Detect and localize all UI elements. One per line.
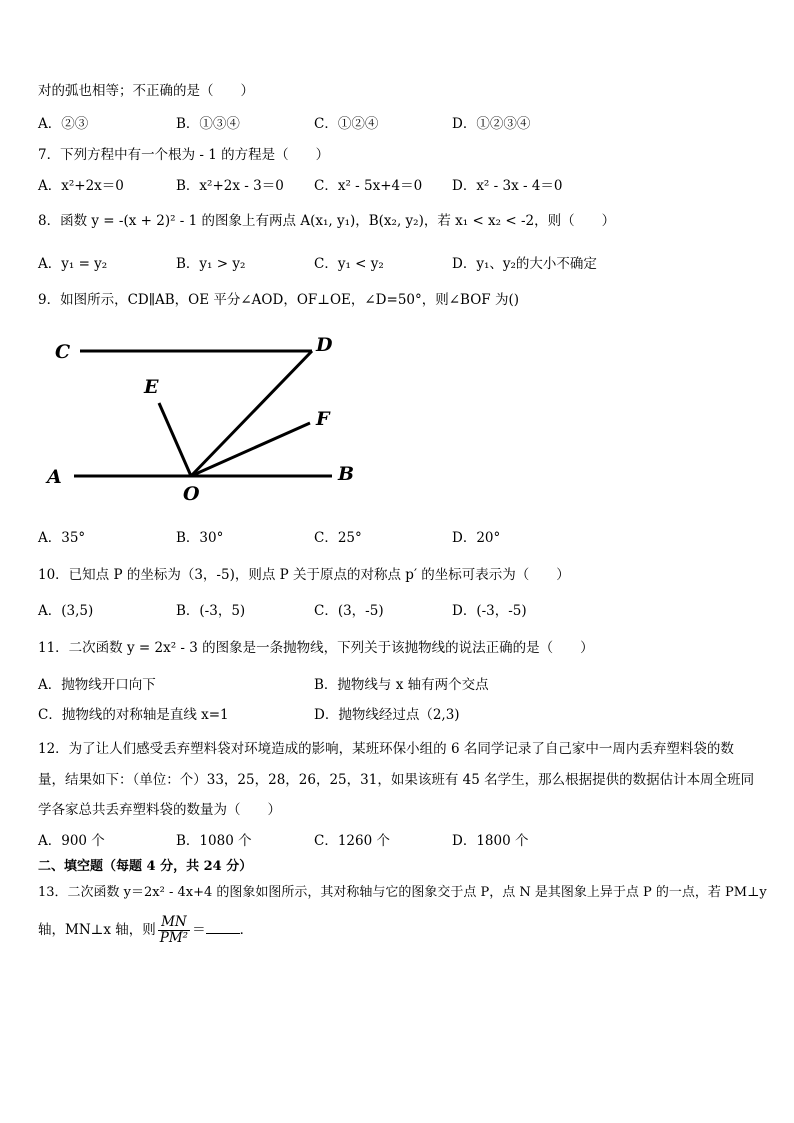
fraction [158, 915, 190, 946]
q8-option-b: B．y₁ > y₂ [176, 256, 246, 272]
question-12-line-2: 量，结果如下：（单位：个）33，25，28，26，25，31，如果该班有 45 名学生，那么根据提供的数据估计本周全班同 [38, 772, 755, 788]
fraction-numerator: MN [158, 915, 190, 931]
label-e: E [144, 376, 159, 398]
label-b: B [338, 463, 355, 485]
option-d: D．①②③④ [452, 116, 531, 132]
question-continuation: 对的弧也相等；不正确的是（ ） [38, 83, 254, 99]
line-od [191, 351, 312, 476]
question-9: 9．如图所示，CD∥AB，OE 平分∠AOD，OF⊥OE，∠D=50°，则∠BOF 为() [38, 292, 519, 308]
q12-option-b: B．1080 个 [176, 833, 252, 849]
q11-option-b: B．抛物线与 x 轴有两个交点 [314, 677, 489, 693]
question-7: 7．下列方程中有一个根为 - 1 的方程是（ ） [38, 147, 330, 163]
label-a: A [47, 466, 62, 488]
question-12-line-3: 学各家总共丢弃塑料袋的数量为（ ） [38, 802, 281, 818]
q7-option-a: A．x²+2x＝0 [38, 178, 124, 194]
q13-end: ． [239, 922, 254, 938]
q13-text-pre: 轴，MN⊥x 轴，则 [38, 922, 156, 938]
label-f: F [316, 408, 330, 430]
label-o: O [183, 483, 200, 505]
q12-option-d: D．1800 个 [452, 833, 529, 849]
q10-option-d: D．(-3，-5) [452, 603, 527, 619]
q8-option-c: C．y₁ < y₂ [314, 256, 384, 272]
option-b: B．①③④ [176, 116, 240, 132]
label-c: C [55, 341, 71, 363]
q8-option-a: A．y₁ = y₂ [38, 256, 108, 272]
q9-option-b: B．30° [176, 530, 224, 546]
option-c: C．①②④ [314, 116, 379, 132]
question-13-line-1: 13．二次函数 y＝2x² - 4x+4 的图象如图所示，其对称轴与它的图象交于点 P，点 N 是其图象上异于点 P 的一点，若 PM⊥y [38, 885, 767, 900]
q10-option-c: C．(3，-5) [314, 603, 384, 619]
q11-option-c: C．抛物线的对称轴是直线 x=1 [38, 707, 229, 723]
question-13-line-2 [38, 911, 253, 949]
question-12-line-1: 12．为了让人们感受丢弃塑料袋对环境造成的影响，某班环保小组的 6 名同学记录了自己家中一周内丢弃塑料袋的数 [38, 741, 734, 757]
q7-option-d: D．x² - 3x - 4＝0 [452, 178, 563, 194]
q9-option-a: A．35° [38, 530, 86, 546]
q10-option-b: B．(-3，5) [176, 603, 246, 619]
line-of [191, 423, 310, 476]
question-11: 11．二次函数 y = 2x² - 3 的图象是一条抛物线，下列关于该抛物线的说法正确的是（ ） [38, 640, 594, 656]
q9-option-c: C．25° [314, 530, 362, 546]
q7-option-c: C．x² - 5x+4＝0 [314, 178, 423, 194]
answer-blank [206, 921, 240, 934]
q13-equals: ＝ [192, 922, 206, 938]
question-8: 8．函数 y = -(x + 2)² - 1 的图象上有两点 A(x₁, y₁)，B(x₂, y₂)，若 x₁ < x₂ < -2，则（ ） [38, 213, 616, 229]
line-oe [159, 403, 191, 476]
q9-option-d: D．20° [452, 530, 501, 546]
question-10: 10．已知点 P 的坐标为（3，-5)，则点 P 关于原点的对称点 p′ 的坐标可表示为（ ） [38, 567, 570, 583]
q11-option-a: A．抛物线开口向下 [38, 677, 156, 693]
option-a: A．②③ [38, 116, 89, 132]
section-heading: 二、填空题（每题 4 分，共 24 分） [38, 859, 253, 874]
geometry-figure [40, 330, 380, 510]
q8-option-d: D．y₁、y₂的大小不确定 [452, 256, 597, 272]
q10-option-a: A．(3,5) [38, 603, 94, 619]
q11-option-d: D．抛物线经过点（2,3) [314, 707, 460, 723]
q12-option-c: C．1260 个 [314, 833, 390, 849]
fraction-denominator: PM² [159, 930, 189, 946]
label-d: D [316, 334, 333, 356]
q12-option-a: A．900 个 [38, 833, 105, 849]
q7-option-b: B．x²+2x - 3＝0 [176, 178, 284, 194]
